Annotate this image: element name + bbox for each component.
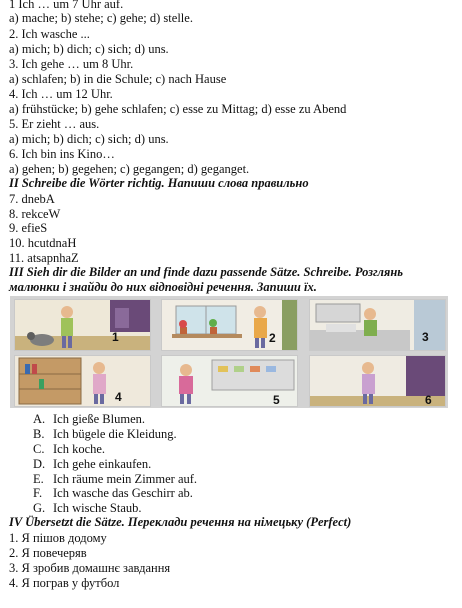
word-11: 11. atsapnhaZ xyxy=(9,251,79,265)
option-a xyxy=(33,412,145,426)
option-text: Ich wasche das Geschirr ab. xyxy=(53,486,193,500)
option-key: A. xyxy=(33,412,46,426)
word-9: 9. efieS xyxy=(9,221,48,235)
option-text: Ich räume mein Zimmer auf. xyxy=(53,472,198,486)
answer-options-2: a) mich; b) dich; c) sich; d) uns. xyxy=(9,42,169,56)
translate-line-4: 4. Я пограв у футбол xyxy=(9,576,120,590)
question-5: 5. Er zieht … aus. xyxy=(9,117,100,131)
section-4-heading: IV Übersetzt die Sätze. Переклади речення на німецьку (Perfect) xyxy=(9,515,352,529)
option-key: B. xyxy=(33,427,45,441)
option-text: Ich wische Staub. xyxy=(53,501,142,515)
option-key: D. xyxy=(33,457,46,471)
question-3: 3. Ich gehe … um 8 Uhr. xyxy=(9,57,134,71)
question-6: 6. Ich bin ins Kino… xyxy=(9,147,115,161)
option-text: Ich gieße Blumen. xyxy=(53,412,145,426)
translate-line-2: 2. Я повечеряв xyxy=(9,546,87,560)
option-e xyxy=(33,472,197,486)
picture-number-3: 3 xyxy=(422,330,429,344)
word-7: 7. dnebA xyxy=(9,192,55,206)
option-key: G. xyxy=(33,501,46,515)
answer-options-1: a) mache; b) stehe; c) gehe; d) stelle. xyxy=(9,11,193,25)
answer-options-4: a) frühstücke; b) gehe schlafen; c) esse zu Mittag; d) esse zu Abend xyxy=(9,102,347,116)
option-text: Ich bügele die Kleidung. xyxy=(53,427,177,441)
answer-options-3: a) schlafen; b) in die Schule; c) nach Hause xyxy=(9,72,227,86)
option-f xyxy=(33,486,193,500)
picture-strip xyxy=(10,296,448,408)
picture-number-4: 4 xyxy=(115,390,122,404)
translate-line-1: 1. Я пішов додому xyxy=(9,531,107,545)
section-2-heading: II Schreibe die Wörter richtig. Напиши слова правильно xyxy=(9,176,309,190)
question-1: 1 Ich … um 7 Uhr auf. xyxy=(9,0,124,11)
word-10: 10. hcutdnaH xyxy=(9,236,77,250)
answer-options-6: a) gehen; b) gegehen; c) gegangen; d) geganget. xyxy=(9,162,250,176)
picture-number-6: 6 xyxy=(425,393,432,407)
word-8: 8. rekceW xyxy=(9,207,61,221)
option-text: Ich gehe einkaufen. xyxy=(53,457,152,471)
option-text: Ich koche. xyxy=(53,442,106,456)
translate-line-3: 3. Я зробив домашнє завдання xyxy=(9,561,171,575)
option-key: E. xyxy=(33,472,44,486)
answer-options-5: a) mich; b) dich; c) sich; d) uns. xyxy=(9,132,169,146)
option-key: C. xyxy=(33,442,45,456)
picture-number-2: 2 xyxy=(269,331,276,345)
picture-number-1: 1 xyxy=(112,330,119,344)
picture-number-5: 5 xyxy=(273,393,280,407)
option-g xyxy=(33,501,142,515)
picture-4 xyxy=(14,355,151,407)
picture-2 xyxy=(161,299,298,351)
section-3-heading: III Sieh dir die Bilder an und finde dazu passende Sätze. Schreibe. Розглянь малюнки і знайди до них відповідні речення. Запиши їх. xyxy=(9,265,403,294)
option-b xyxy=(33,427,177,441)
picture-1 xyxy=(14,299,151,351)
option-d xyxy=(33,457,151,471)
question-4: 4. Ich … um 12 Uhr. xyxy=(9,87,113,101)
option-c xyxy=(33,442,105,456)
option-key: F. xyxy=(33,486,43,500)
question-2: 2. Ich wasche ... xyxy=(9,27,90,41)
